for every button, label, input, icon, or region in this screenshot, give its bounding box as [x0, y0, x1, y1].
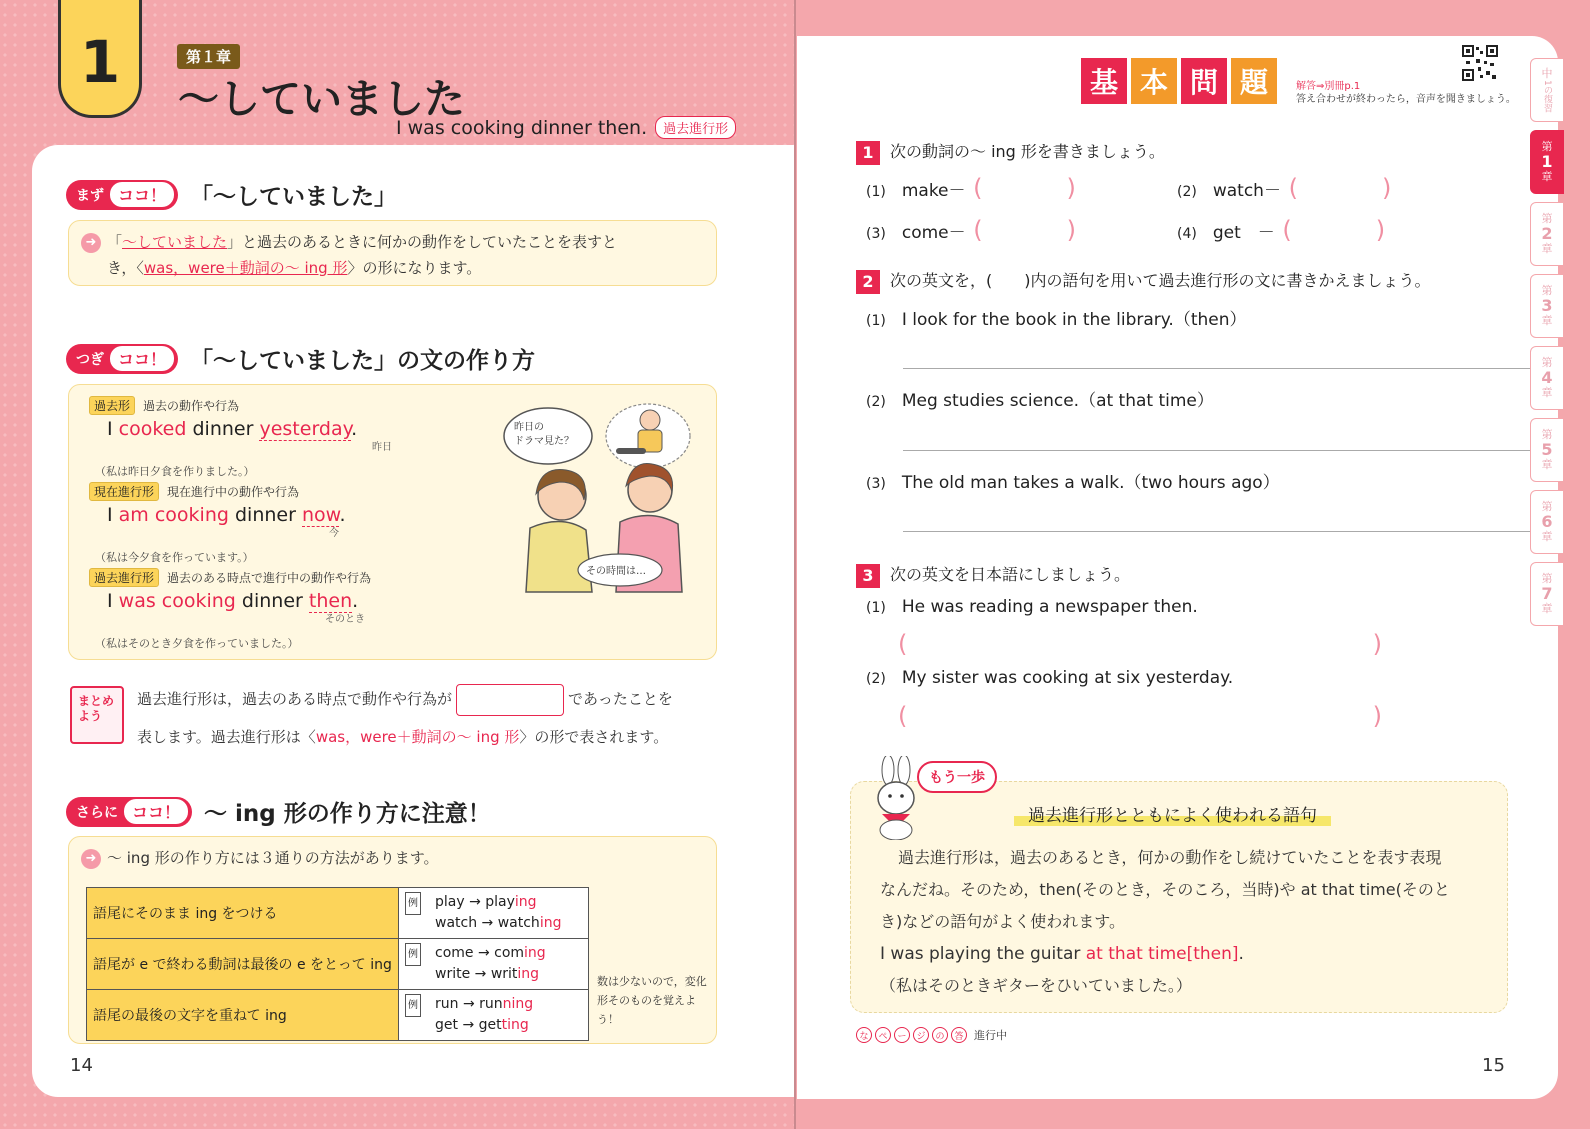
badge-prefix: まず: [76, 187, 104, 204]
badge-koko: ココ！: [110, 182, 174, 207]
page-number-left: 14: [70, 1055, 93, 1076]
answer-info: [1296, 80, 1516, 106]
badge-prefix: つぎ: [76, 351, 104, 368]
q2-item-1: (1) I look for the book in the library.（then）: [866, 310, 1247, 330]
qr-code-icon[interactable]: [1462, 45, 1498, 81]
rule-cell: 語尾の最後の文字を重ねて ing: [87, 990, 399, 1041]
answer-note: 答え合わせが終わったら，音声を聞きましょう。: [1296, 94, 1516, 105]
koko-badge: [66, 797, 192, 827]
q1-item-3: (3) come－ ( ): [866, 216, 1076, 244]
example-translation: （私は昨日夕食を作りました。）: [95, 465, 255, 478]
tab-chapter-5[interactable]: 第 5 章: [1530, 418, 1564, 482]
page-number-right: 15: [1482, 1055, 1505, 1076]
example-cell: 例 run → running get → getting: [399, 990, 589, 1041]
highlight-form: was，were＋動詞の〜 ing 形: [143, 259, 348, 277]
intro-line-2: き，〈was，were＋動詞の〜 ing 形〉の形になります。: [107, 259, 482, 277]
bubble-text-3: その時間は…: [586, 566, 646, 577]
intro-box: [68, 220, 717, 286]
heading-char: 題: [1231, 58, 1277, 104]
example-translation: （私は今夕食を作っています。）: [95, 551, 254, 564]
answer-parens[interactable]: ( ): [898, 702, 1382, 730]
example-note: そのとき: [325, 614, 365, 625]
tip-body: 過去進行形は，過去のあるとき，何かの動作をし続けていたことを表す表現 なんだね。そのため，then(そのとき，そのころ，当時)や at that time(そのと き)などの語句がよく使われます。 I was playing the guitar at that time[then]. （私はそのときギターをひいていました。）: [880, 842, 1500, 1002]
highlight-phrase: 〜していました: [122, 233, 228, 251]
q1-item-4: (4) get － ( ): [1177, 216, 1386, 244]
q1-item-2: (2) watch－ ( ): [1177, 174, 1392, 202]
section-title: 「〜していました」の文の作り方: [190, 348, 536, 374]
mou-ippo-badge: もう一歩: [917, 761, 997, 793]
chapter-number: 1: [58, 0, 142, 118]
bubble-text-1: 昨日の: [514, 422, 544, 433]
example-label: 過去進行形: [89, 568, 159, 587]
tip-example-translation: （私はそのときギターをひいていました。）: [880, 976, 1192, 995]
section-title: 「〜していました」: [190, 184, 398, 210]
heading-char: 基: [1081, 58, 1127, 104]
example-translation: （私はそのとき夕食を作っていました。）: [95, 637, 299, 650]
tab-chapter-4[interactable]: 第 4 章: [1530, 346, 1564, 410]
kihon-heading: [1081, 58, 1277, 104]
answer-parens[interactable]: ( ): [898, 630, 1382, 658]
page-gutter: [794, 0, 796, 1129]
table-row: [87, 990, 589, 1041]
example-desc: 過去の動作や行為: [143, 399, 240, 413]
example-label: 現在進行形: [89, 482, 159, 501]
question-1: 1 次の動詞の〜 ing 形を書きましょう。: [856, 139, 1165, 165]
chapter-tag: 過去進行形: [655, 116, 736, 139]
arrow-circle-icon: ➜: [81, 849, 101, 869]
question-2: 2 次の英文を，( )内の語句を用いて過去進行形の文に書きかえましょう。: [856, 268, 1431, 294]
tab-chapter-3[interactable]: 第 3 章: [1530, 274, 1564, 338]
example-sentence: I was cooking dinner then.: [107, 590, 359, 612]
matome-text: 過去進行形は，過去のある時点で動作や行為が であったことを 表します。過去進行形は〈was，were＋動詞の〜 ing 形〉の形で表されます。: [137, 680, 717, 756]
koko-badge: [66, 180, 178, 210]
arrow-circle-icon: ➜: [81, 233, 101, 253]
example-sentence: I cooked dinner yesterday.: [107, 418, 358, 440]
rule-cell: 語尾が e で終わる動詞は最後の e をとって ing: [87, 939, 399, 990]
tab-chapter-1[interactable]: 第 1 章: [1530, 130, 1564, 194]
example-label: 過去形: [89, 396, 135, 415]
badge-prefix: さらに: [76, 804, 118, 821]
question-number: 1: [856, 141, 880, 165]
tab-chapter-6[interactable]: 第 6 章: [1530, 490, 1564, 554]
question-number: 2: [856, 270, 880, 294]
fill-in-blank[interactable]: [456, 684, 564, 716]
chapter-sub-text: I was cooking dinner then.: [396, 116, 648, 139]
table-row: [87, 939, 589, 990]
example-cell: 例 play → playing watch → watching: [399, 888, 589, 939]
q1-item-1: (1) make－ ( ): [866, 174, 1076, 202]
section-title: 〜 ing 形の作り方に注意！: [204, 801, 491, 827]
tab-review[interactable]: 中 1の復習: [1530, 58, 1564, 122]
side-note: 数は少ないので，変化形そのものを覚えよう！: [597, 975, 707, 1026]
question-number: 3: [856, 564, 880, 588]
q2-item-2: (2) Meg studies science.（at that time）: [866, 391, 1214, 411]
bubble-text-2: ドラマ見た？: [514, 436, 574, 447]
chapter-title: 〜していました: [178, 75, 465, 123]
question-3: 3 次の英文を日本語にしましょう。: [856, 562, 1130, 588]
badge-koko: ココ！: [124, 799, 188, 824]
answer-line[interactable]: [903, 531, 1530, 532]
chapter-label: 第１章: [177, 44, 240, 69]
heading-char: 本: [1131, 58, 1177, 104]
section-heading-sarani: [66, 795, 491, 828]
tip-title: 過去進行形とともによく使われる語句: [1014, 801, 1331, 826]
example-sentence: I am cooking dinner now.: [107, 504, 346, 526]
answer-ref: 解答⇒別冊p.1: [1296, 81, 1361, 92]
answer-line[interactable]: [903, 450, 1530, 451]
section-heading-tsugi: [66, 342, 535, 375]
rabbit-mascot-icon: [872, 756, 922, 840]
koko-badge: [66, 344, 178, 374]
chapter-tabs: [1530, 58, 1564, 634]
section-heading-mazu: [66, 178, 397, 211]
tip-example: I was playing the guitar at that time[then].: [880, 944, 1244, 964]
example-note: 今: [329, 528, 339, 539]
intro-line-1: ➜ 「〜していました」と過去のあるときに何かの動作をしていたことを表すと: [81, 229, 704, 255]
q2-item-3: (3) The old man takes a walk.（two hours ago）: [866, 473, 1280, 493]
example-desc: 過去のある時点で進行中の動作や行為: [167, 571, 372, 585]
heading-char: 問: [1181, 58, 1227, 104]
table-row: [87, 888, 589, 939]
tab-chapter-2[interactable]: 第 2 章: [1530, 202, 1564, 266]
rule-cell: 語尾にそのまま ing をつける: [87, 888, 399, 939]
q3-item-2: (2) My sister was cooking at six yesterday.: [866, 668, 1234, 688]
footer-running: な ぺ ー ジ の 答 進行中: [856, 1027, 1007, 1043]
tab-chapter-7[interactable]: 第 7 章: [1530, 562, 1564, 626]
example-note: 昨日: [372, 442, 392, 453]
girls-illustration: [500, 396, 706, 596]
ing-intro: ➜ 〜 ing 形の作り方には３通りの方法があります。: [81, 845, 704, 871]
badge-koko: ココ！: [110, 346, 174, 371]
matome-icon: まとめよう: [70, 686, 124, 744]
example-desc: 現在進行中の動作や行為: [167, 485, 300, 499]
q3-item-1: (1) He was reading a newspaper then.: [866, 597, 1198, 617]
example-cell: 例 come → coming write → writing: [399, 939, 589, 990]
chapter-subtitle: [396, 116, 736, 139]
answer-line[interactable]: [903, 368, 1530, 369]
ing-rules-table: [86, 887, 589, 1041]
